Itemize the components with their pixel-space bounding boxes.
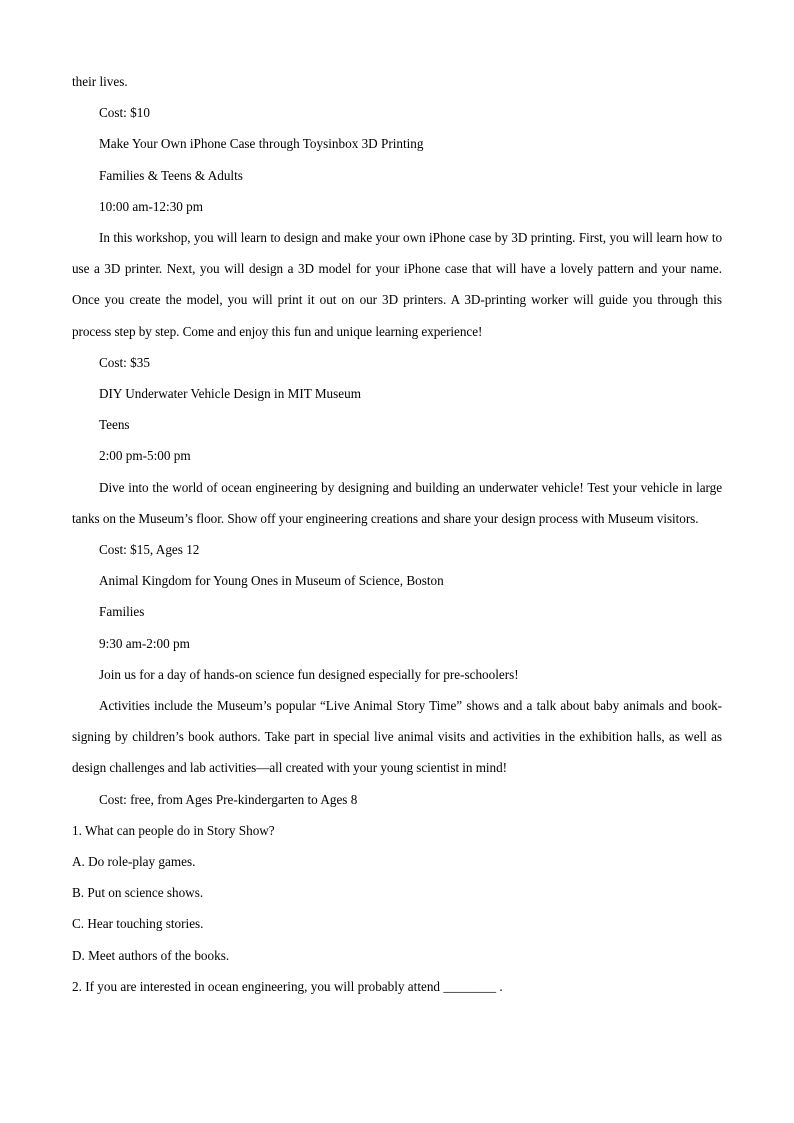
event-audience: Teens	[99, 417, 130, 433]
event-title: DIY Underwater Vehicle Design in MIT Museum	[99, 386, 361, 402]
event-time: 10:00 am-12:30 pm	[99, 198, 204, 214]
cost-line: Cost: $15, Ages 12	[99, 542, 200, 558]
event-title: Animal Kingdom for Young Ones in Museum of Science, Boston	[99, 573, 444, 589]
option-c: C. Hear touching stories.	[72, 916, 204, 932]
event-time: 2:00 pm-5:00 pm	[99, 448, 191, 464]
event-audience: Families	[99, 604, 145, 620]
option-b: B. Put on science shows.	[72, 885, 204, 901]
option-a: A. Do role-play games.	[72, 854, 196, 870]
cost-line: Cost: free, from Ages Pre-kindergarten to Ages 8	[99, 791, 358, 807]
event-audience: Families & Teens & Adults	[99, 167, 243, 183]
event-time: 9:30 am-2:00 pm	[99, 635, 190, 651]
event-description: Activities include the Museum’s popular “Live Animal Story Time” shows and a talk about baby animals and book-signing by children’s book authors. Take part in special live animal visits and activities in the exhibition halls, as well as design challenges and lab activities—all created with your young scientist in mind!	[72, 698, 722, 776]
event-title: Make Your Own iPhone Case through Toysinbox 3D Printing	[99, 136, 424, 152]
paragraph-continuation: their lives.	[72, 74, 128, 89]
cost-line: Cost: $35	[99, 354, 150, 370]
option-d: D. Meet authors of the books.	[72, 947, 230, 963]
event-description: Dive into the world of ocean engineering by designing and building an underwater vehicle! Test your vehicle in large tanks on the Museum’s floor. Show off your engineering creations and share your design process with Museum visitors.	[72, 479, 722, 526]
document-body	[72, 66, 722, 1002]
question-2: 2. If you are interested in ocean engineering, you will probably attend ________ .	[72, 978, 503, 994]
event-description: Join us for a day of hands-on science fun designed especially for pre-schoolers!	[99, 666, 519, 682]
question-1: 1. What can people do in Story Show?	[72, 822, 275, 838]
cost-line: Cost: $10	[99, 105, 150, 121]
event-description: In this workshop, you will learn to design and make your own iPhone case by 3D printing. First, you will learn how to use a 3D printer. Next, you will design a 3D model for your iPhone case that will have a lovely pattern and your name. Once you create the model, you will print it out on our 3D printers. A 3D-printing worker will guide you through this process step by step. Come and enjoy this fun and unique learning experience!	[72, 230, 722, 339]
